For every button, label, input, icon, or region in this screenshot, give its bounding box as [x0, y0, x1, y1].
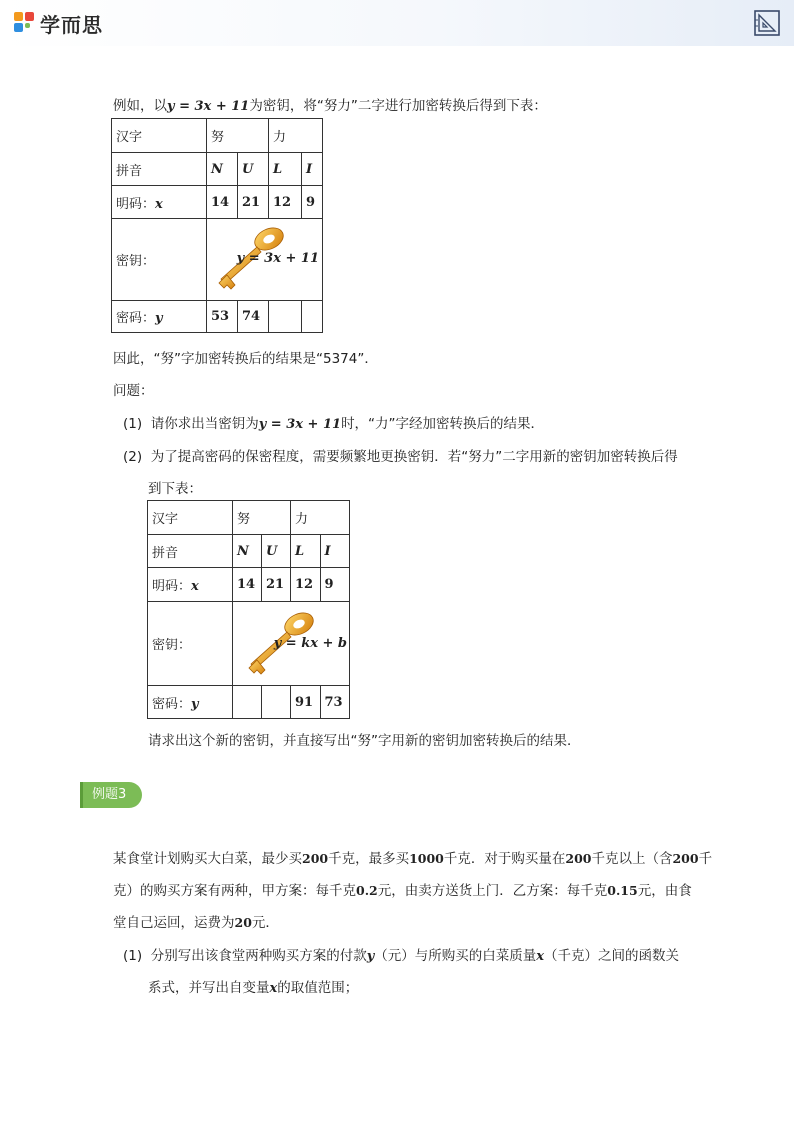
text: 千: [698, 851, 713, 867]
table-row: [148, 602, 350, 686]
var: x: [269, 981, 278, 996]
label-var: x: [155, 196, 163, 212]
example3-line3: [113, 911, 279, 931]
text: 的取值范围；: [277, 980, 359, 996]
cell-plain: 12: [269, 186, 302, 219]
label-var: x: [191, 579, 199, 594]
cell-hanzi: 力: [269, 119, 323, 153]
q1-num: (1): [123, 416, 143, 432]
example-badge: 例题3: [80, 782, 142, 808]
cell-cipher: 91: [291, 686, 321, 719]
row-label: [148, 568, 233, 602]
label-text: 密码：: [152, 696, 192, 712]
intro-suffix: 为密钥，将“努力”二字进行加密转换后得到下表：: [249, 98, 547, 114]
number: 1000: [409, 851, 444, 866]
intro-formula: y = 3x + 11: [167, 99, 250, 114]
table-row: [112, 119, 323, 153]
row-label: 汉字: [112, 119, 207, 153]
row-label: [148, 686, 233, 719]
table-row: [148, 501, 350, 535]
cell-plain: 9: [320, 568, 350, 602]
cell-hanzi: 努: [207, 119, 269, 153]
text: 元，由卖方送货上门．乙方案：每千克: [377, 883, 608, 899]
cell-hanzi: 力: [291, 501, 350, 535]
row-label: 汉字: [148, 501, 233, 535]
key-formula: y = kx + b: [273, 636, 347, 651]
cell-hanzi: 努: [233, 501, 291, 535]
cell-plain: 21: [262, 568, 291, 602]
number: 0.2: [356, 883, 378, 898]
logo-icon: [14, 12, 36, 34]
table-row: [148, 535, 350, 568]
example3-q1-line2: [148, 976, 358, 996]
q2-num: (2): [123, 449, 143, 465]
key-formula: y = 3x + 11: [236, 251, 319, 266]
table-row: [148, 568, 350, 602]
text: 某食堂计划购买大白菜，最少买: [113, 851, 302, 867]
intro-prefix: 例如，以: [113, 98, 167, 114]
question-1: [123, 412, 544, 432]
cell-plain: 14: [233, 568, 262, 602]
ruler-triangle-icon: [752, 8, 782, 38]
question-2-line2: 到下表：: [148, 481, 202, 497]
text: 千克以上（含: [591, 851, 673, 867]
key-cell: [233, 602, 350, 686]
text: 元，由食: [637, 883, 692, 899]
cell-pinyin: I: [302, 153, 323, 186]
table-row: [148, 686, 350, 719]
cell-pinyin: L: [269, 153, 302, 186]
brand-logo: [14, 8, 103, 38]
row-label: [112, 186, 207, 219]
label-text: 明码：: [116, 196, 156, 212]
table-row: [112, 153, 323, 186]
row-label: 密钥：: [148, 602, 233, 686]
question-label: 问题：: [113, 383, 154, 399]
cell-plain: 21: [238, 186, 269, 219]
brand-name: 学而思: [40, 12, 103, 37]
row-label: 密钥：: [112, 219, 207, 301]
label-var: y: [191, 696, 199, 712]
text: 千克．对于购买量在: [443, 851, 566, 867]
q1-suffix: 时，“力”字经加密转换后的结果．: [341, 416, 545, 432]
example3-line2: [113, 879, 692, 899]
intro-line: [113, 94, 547, 114]
cell-pinyin: L: [291, 535, 321, 568]
conclusion-text: 因此，“努”字加密转换后的结果是“5374”．: [113, 351, 378, 367]
cipher-table-2: [147, 500, 350, 719]
table-row: [112, 186, 323, 219]
key-cell: [207, 219, 323, 301]
example3-q1-line1: [123, 944, 679, 964]
q2-line1: 为了提高密码的保密程度，需要频繁地更换密钥．若“努力”二字用新的密钥加密转换后得: [150, 449, 678, 465]
cell-cipher: [302, 301, 323, 333]
cell-pinyin: U: [262, 535, 291, 568]
row-label: 拼音: [148, 535, 233, 568]
cell-pinyin: N: [207, 153, 238, 186]
cell-pinyin: I: [320, 535, 350, 568]
text: （元）与所购买的白菜质量: [374, 948, 537, 964]
example3-line1: [113, 847, 712, 867]
cell-cipher: [262, 686, 291, 719]
cell-cipher: 74: [238, 301, 269, 333]
q-num: (1): [123, 948, 143, 964]
text: 克）的购买方案有两种，甲方案：每千克: [113, 883, 356, 899]
number: 200: [672, 851, 699, 866]
question-2-line1: [123, 445, 678, 465]
table-row: [112, 219, 323, 301]
text: 元．: [251, 915, 279, 931]
number: 200: [302, 851, 329, 866]
var: y: [366, 949, 375, 964]
cell-plain: 9: [302, 186, 323, 219]
cell-plain: 14: [207, 186, 238, 219]
number: 0.15: [607, 883, 638, 898]
cell-cipher: [269, 301, 302, 333]
cell-plain: 12: [291, 568, 321, 602]
label-text: 明码：: [152, 579, 192, 594]
number: 200: [565, 851, 592, 866]
q1-prefix: 请你求出当密钥为: [150, 416, 259, 432]
question-2-after: 请求出这个新的密钥，并直接写出“努”字用新的密钥加密转换后的结果．: [148, 733, 581, 749]
text: 系式，并写出自变量: [148, 980, 270, 996]
q1-formula: y = 3x + 11: [258, 417, 342, 432]
text: 千克，最多买: [328, 851, 410, 867]
text: 分别写出该食堂两种购买方案的付款: [150, 948, 367, 964]
text: （千克）之间的函数关: [544, 948, 680, 964]
number: 20: [234, 915, 252, 930]
row-label: [112, 301, 207, 333]
label-text: 密码：: [116, 311, 156, 326]
var: x: [536, 949, 545, 964]
text: 堂自己运回，运费为: [113, 915, 235, 931]
cell-cipher: [233, 686, 262, 719]
cell-cipher: 53: [207, 301, 238, 333]
row-label: 拼音: [112, 153, 207, 186]
cell-pinyin: U: [238, 153, 269, 186]
cell-pinyin: N: [233, 535, 262, 568]
cipher-table-1: [111, 118, 323, 333]
table-row: [112, 301, 323, 333]
cell-cipher: 73: [320, 686, 350, 719]
label-var: y: [155, 311, 163, 326]
page-header: [0, 0, 794, 46]
